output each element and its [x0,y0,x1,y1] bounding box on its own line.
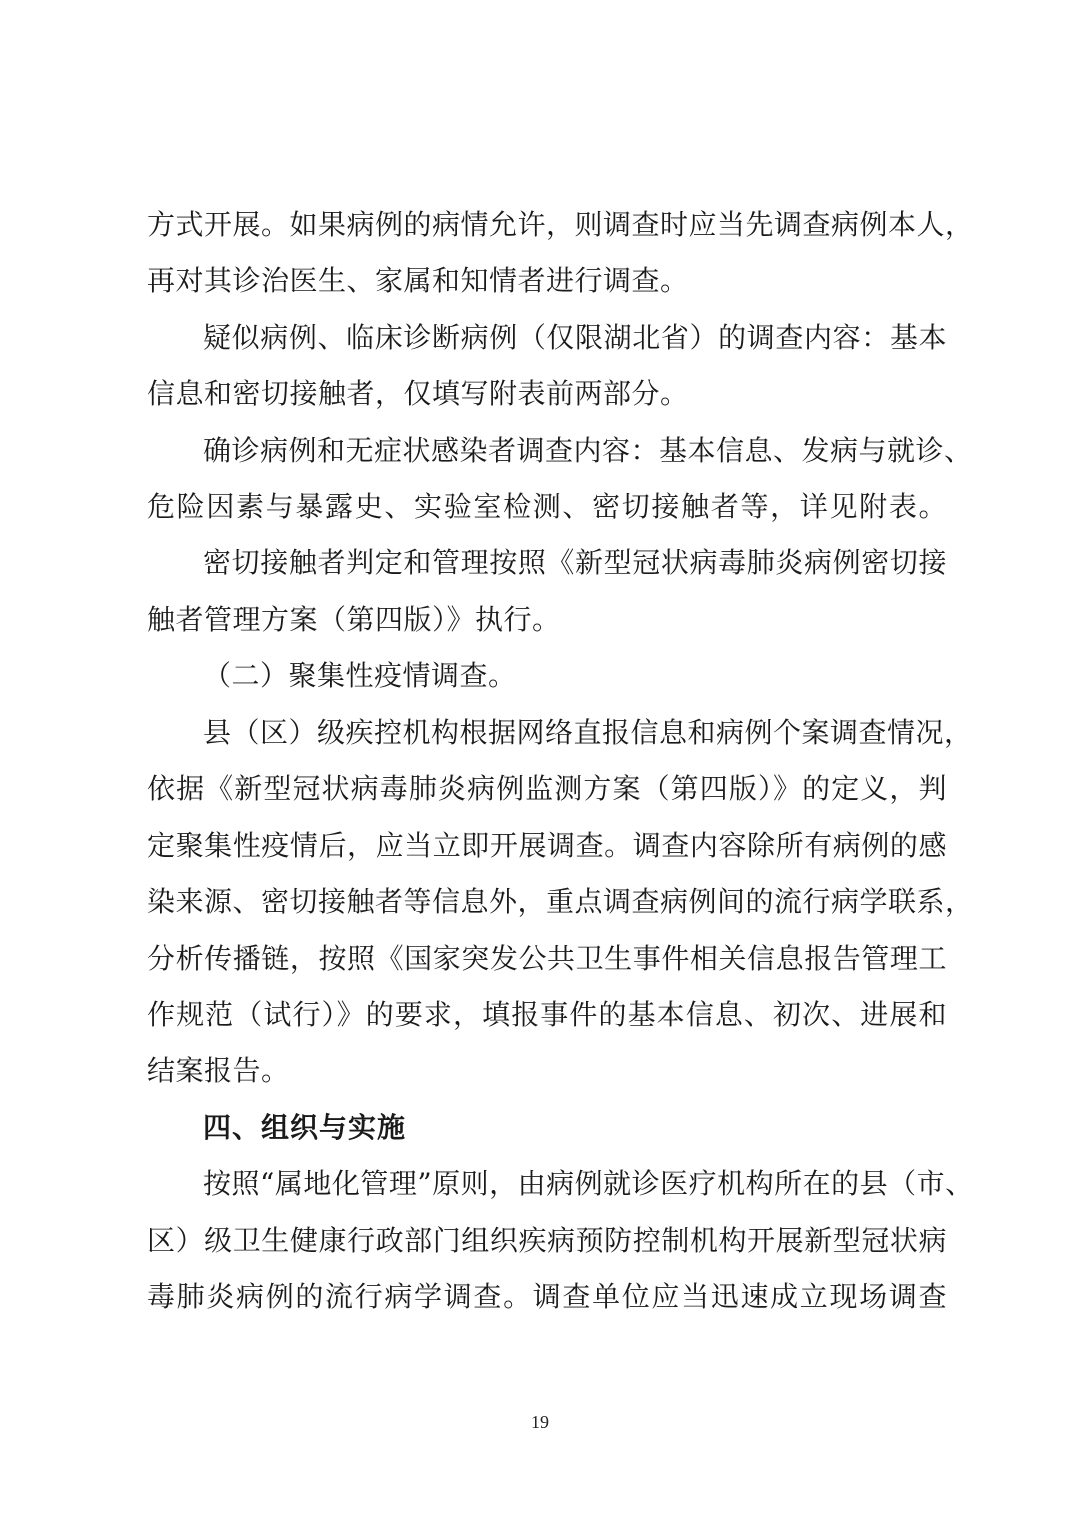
text-line: 方式开展。如果病例的病情允许，则调查时应当先调查病例本人， [147,208,974,241]
section-heading: 四、组织与实施 [203,1111,407,1144]
text-line: 毒肺炎病例的流行病学调查。调查单位应当迅速成立现场调查 [147,1280,947,1313]
text-line: 疑似病例、临床诊断病例（仅限湖北省）的调查内容：基本 [203,321,947,354]
section-subheading: （二）聚集性疫情调查。 [203,659,517,692]
text-line: 区）级卫生健康行政部门组织疾病预防控制机构开展新型冠状病 [147,1224,947,1257]
text-line: 危险因素与暴露史、实验室检测、密切接触者等，详见附表。 [147,490,947,523]
text-line: 结案报告。 [147,1054,290,1087]
text-line: 定聚集性疫情后，应当立即开展调查。调查内容除所有病例的感 [147,829,947,862]
text-line: 触者管理方案（第四版）》执行。 [147,603,561,636]
page-number: 19 [531,1412,549,1432]
text-line: 分析传播链，按照《国家突发公共卫生事件相关信息报告管理工 [147,942,947,975]
text-line: 确诊病例和无症状感染者调查内容：基本信息、发病与就诊、 [203,434,973,467]
text-line: 染来源、密切接触者等信息外，重点调查病例间的流行病学联系， [147,885,974,918]
text-line: 信息和密切接触者，仅填写附表前两部分。 [147,377,689,410]
text-line: 密切接触者判定和管理按照《新型冠状病毒肺炎病例密切接 [203,546,947,579]
text-line: 作规范（试行）》的要求，填报事件的基本信息、初次、进展和 [147,998,947,1031]
text-line: 按照“属地化管理”原则，由病例就诊医疗机构所在的县（市、 [203,1167,974,1200]
text-line: 县（区）级疾控机构根据网络直报信息和病例个案调查情况， [203,716,973,749]
text-line: 依据《新型冠状病毒肺炎病例监测方案（第四版）》的定义，判 [147,772,947,805]
text-line: 再对其诊治医生、家属和知情者进行调查。 [147,264,689,297]
